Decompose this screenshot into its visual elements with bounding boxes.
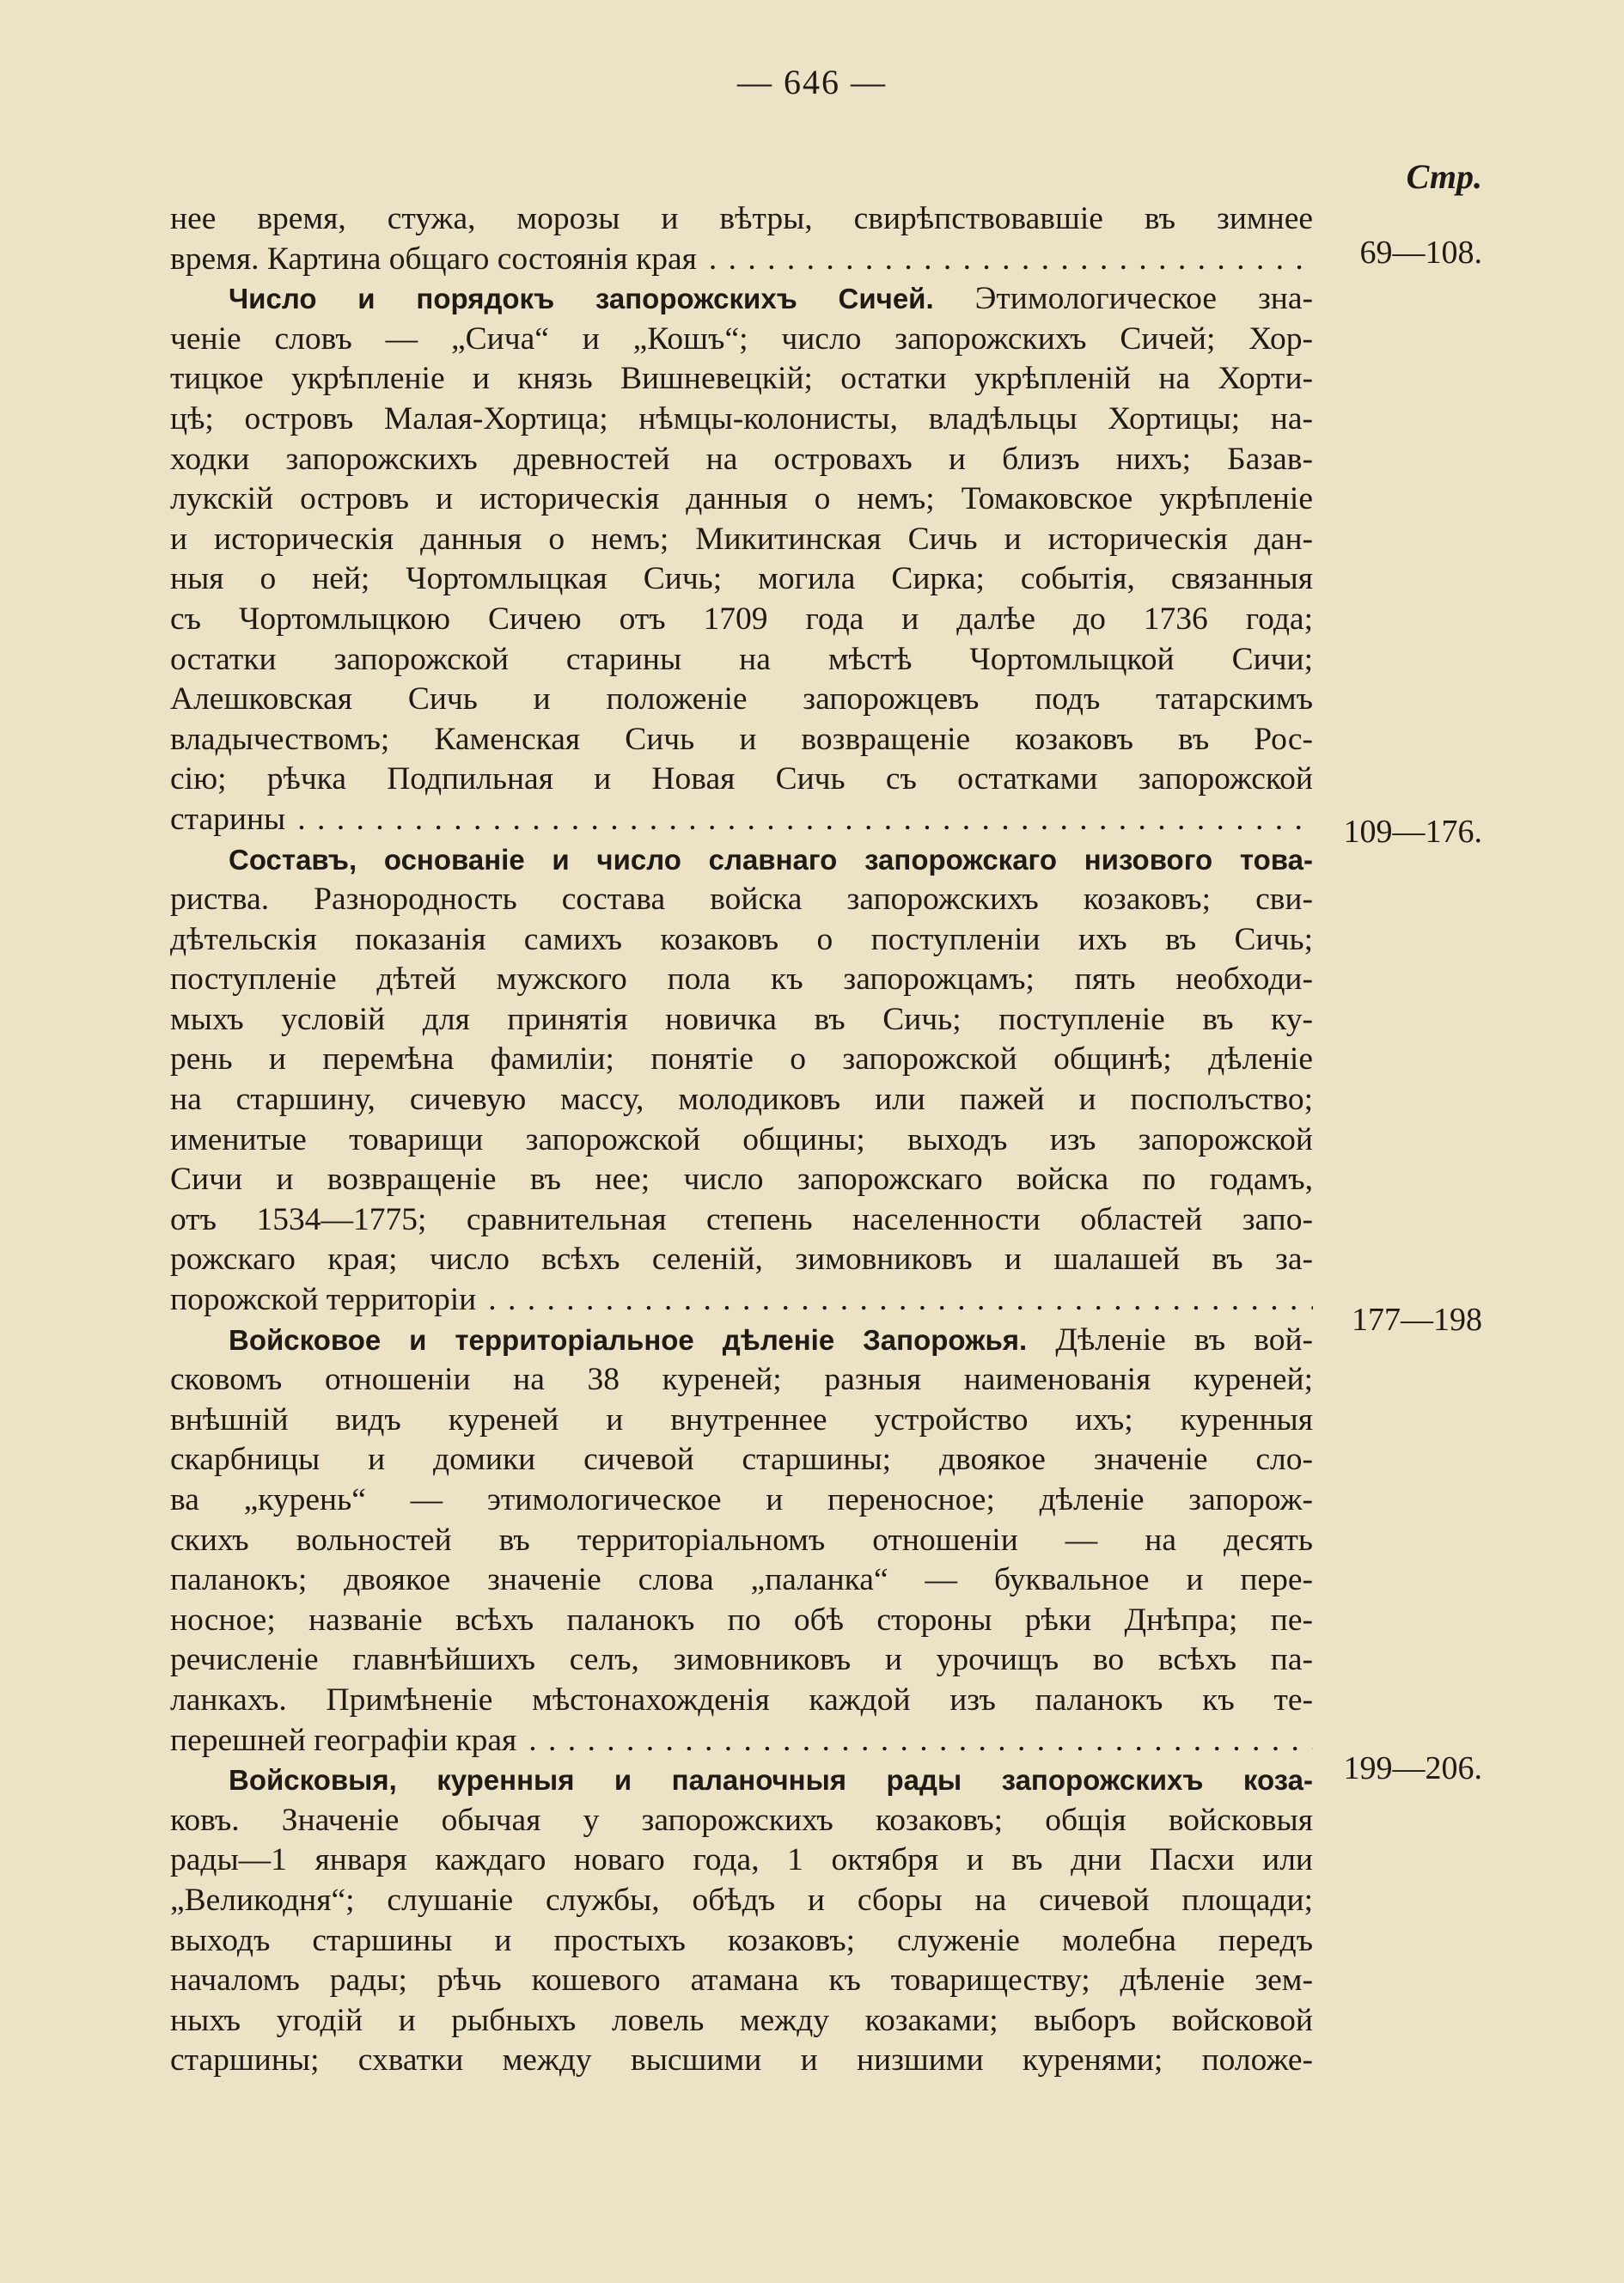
- toc-entry-heading-line: [170, 279, 1313, 320]
- toc-line: ланкахъ. Примѣненіе мѣстонахожденія каждой изъ паланокъ къ те-: [170, 1682, 1313, 1718]
- toc-line: рады—1 января каждаго новаго года, 1 октября и въ дни Пасхи или: [170, 1842, 1313, 1878]
- toc-line: мыхъ условій для принятія новичка въ Сичь; поступленіе въ ку-: [170, 1001, 1313, 1037]
- toc-line: ченіе словъ — „Сича“ и „Кошъ“; число запорожскихъ Сичей; Хор-: [170, 320, 1313, 357]
- toc-line: нее время, стужа, морозы и вѣтры, свирѣпствовавшіе въ зимнее: [170, 201, 1313, 236]
- toc-line: ва „курень“ — этимологическое и переносное; дѣленіе запорож-: [170, 1482, 1313, 1517]
- toc-line: владычествомъ; Каменская Сичь и возвращеніе козаковъ въ Рос-: [170, 721, 1313, 757]
- toc-line: цѣ; островъ Малая-Хортица; нѣмцы-колонисты, владѣльцы Хортицы; на-: [170, 400, 1313, 436]
- toc-line: старшины; схватки между высшими и низшими куренями; положе-: [170, 2042, 1313, 2079]
- dot-leader: [528, 1721, 1313, 1761]
- toc-line: рожскаго края; число всѣхъ селеній, зимовниковъ и шалашей въ за-: [170, 1242, 1313, 1278]
- toc-line: паланокъ; двоякое значеніе слова „паланка“ — буквальное и пере-: [170, 1562, 1313, 1598]
- toc-entry-heading-line: [170, 1761, 1313, 1801]
- page-number: — 646 —: [737, 63, 887, 101]
- toc-line: скарбницы и домики сичевой старшины; двоякое значеніе сло-: [170, 1442, 1313, 1478]
- toc-line: скихъ вольностей въ территоріальномъ отношеніи — на десять: [170, 1522, 1313, 1558]
- section-heading: Войсковыя, куренныя и паланочныя рады запорожскихъ коза-: [229, 1764, 1313, 1797]
- toc-line: лукскій островъ и историческія данныя о немъ; Томаковское укрѣпленіе: [170, 481, 1313, 517]
- page-range: 109—176.: [1343, 814, 1482, 850]
- toc-line: носное; названіе всѣхъ паланокъ по обѣ стороны рѣки Днѣпра; пе-: [170, 1602, 1313, 1638]
- section-heading: Войсковое и территоріальное дѣленіе Запорожья.: [229, 1323, 1028, 1356]
- toc-line: рень и перемѣна фамиліи; понятіе о запорожской общинѣ; дѣленіе: [170, 1041, 1313, 1077]
- toc-line: сію; рѣчка Подпильная и Новая Сичь съ остатками запорожской: [170, 761, 1313, 797]
- page-range: 177—198: [1352, 1302, 1482, 1338]
- toc-line: ныя о ней; Чортомлыцкая Сичь; могила Сирка; событія, связанныя: [170, 561, 1313, 597]
- toc-line: ковъ. Значеніе обычая у запорожскихъ козаковъ; общія войсковыя: [170, 1802, 1313, 1838]
- toc-line: ныхъ угодій и рыбныхъ ловель между козаками; выборъ войсковой: [170, 2002, 1313, 2038]
- toc-line-text: Дѣленіе въ вой-: [1027, 1322, 1313, 1358]
- toc-line: отъ 1534—1775; сравнительная степень населенности областей запо-: [170, 1201, 1313, 1237]
- page-range: 199—206.: [1343, 1750, 1482, 1786]
- toc-line: съ Чортомлыцкою Сичею отъ 1709 года и далѣе до 1736 года;: [170, 601, 1313, 637]
- toc-entry-heading-line: [170, 1321, 1313, 1361]
- toc-line: Алешковская Сичь и положеніе запорожцевъ подъ татарскимъ: [170, 681, 1313, 717]
- section-heading: Число и порядокъ запорожскихъ Сичей.: [229, 283, 934, 315]
- toc-line-text: старины: [170, 801, 286, 837]
- toc-line: „Великодня“; слушаніе службы, обѣдъ и сборы на сичевой площади;: [170, 1882, 1313, 1918]
- toc-line: именитые товарищи запорожской общины; выходъ изъ запорожской: [170, 1121, 1313, 1157]
- section-heading: Составъ, основаніе и число славнаго запорожскаго низового това-: [229, 843, 1313, 876]
- toc-line: ходки запорожскихъ древностей на островахъ и близъ нихъ; Базав-: [170, 441, 1313, 477]
- toc-line-with-leader: [170, 800, 1313, 840]
- toc-line: началомъ рады; рѣчь кошевого атамана къ товариществу; дѣленіе зем-: [170, 1963, 1313, 1999]
- dot-leader: [488, 1280, 1313, 1321]
- toc-line-with-leader: [170, 1721, 1313, 1761]
- toc-entry-heading-line: [170, 840, 1313, 881]
- toc-line: речисленіе главнѣйшихъ селъ, зимовниковъ и урочищъ во всѣхъ па-: [170, 1642, 1313, 1678]
- toc-line: на старшину, сичевую массу, молодиковъ или пажей и посполъство;: [170, 1082, 1313, 1118]
- toc-line-text: порожской территоріи: [170, 1282, 477, 1318]
- table-of-contents: [170, 199, 1313, 2081]
- toc-line-with-leader: [170, 1280, 1313, 1321]
- toc-line: выходъ старшины и простыхъ козаковъ; служеніе молебна передъ: [170, 1922, 1313, 1958]
- toc-line: дѣтельскія показанія самихъ козаковъ о поступленіи ихъ въ Сичь;: [170, 921, 1313, 957]
- toc-line: риства. Разнородность состава войска запорожскихъ козаковъ; сви-: [170, 882, 1313, 918]
- pages-column-header: Стр.: [1406, 157, 1482, 196]
- toc-line: сковомъ отношеніи на 38 куреней; разныя наименованія куреней;: [170, 1362, 1313, 1398]
- toc-line: поступленіе дѣтей мужского пола къ запорожцамъ; пять необходи-: [170, 961, 1313, 998]
- dot-leader: [297, 800, 1313, 840]
- page-range: 69—108.: [1359, 235, 1482, 271]
- toc-line: тицкое укрѣпленіе и князь Вишневецкій; остатки укрѣпленій на Хорти-: [170, 361, 1313, 397]
- toc-line-text: перешней географіи края: [170, 1722, 517, 1758]
- toc-line-text: время. Картина общаго состоянія края: [170, 241, 697, 277]
- toc-line-text: Этимологическое зна-: [933, 281, 1313, 317]
- toc-line-with-leader: [170, 240, 1313, 280]
- toc-line: Сичи и возвращеніе въ нее; число запорожскаго войска по годамъ,: [170, 1162, 1313, 1198]
- toc-line: остатки запорожской старины на мѣстѣ Чортомлыцкой Сичи;: [170, 641, 1313, 677]
- toc-line: внѣшній видъ куреней и внутреннее устройство ихъ; куренныя: [170, 1401, 1313, 1438]
- dot-leader: [709, 240, 1313, 280]
- toc-line: и историческія данныя о немъ; Микитинская Сичь и историческія дан-: [170, 521, 1313, 557]
